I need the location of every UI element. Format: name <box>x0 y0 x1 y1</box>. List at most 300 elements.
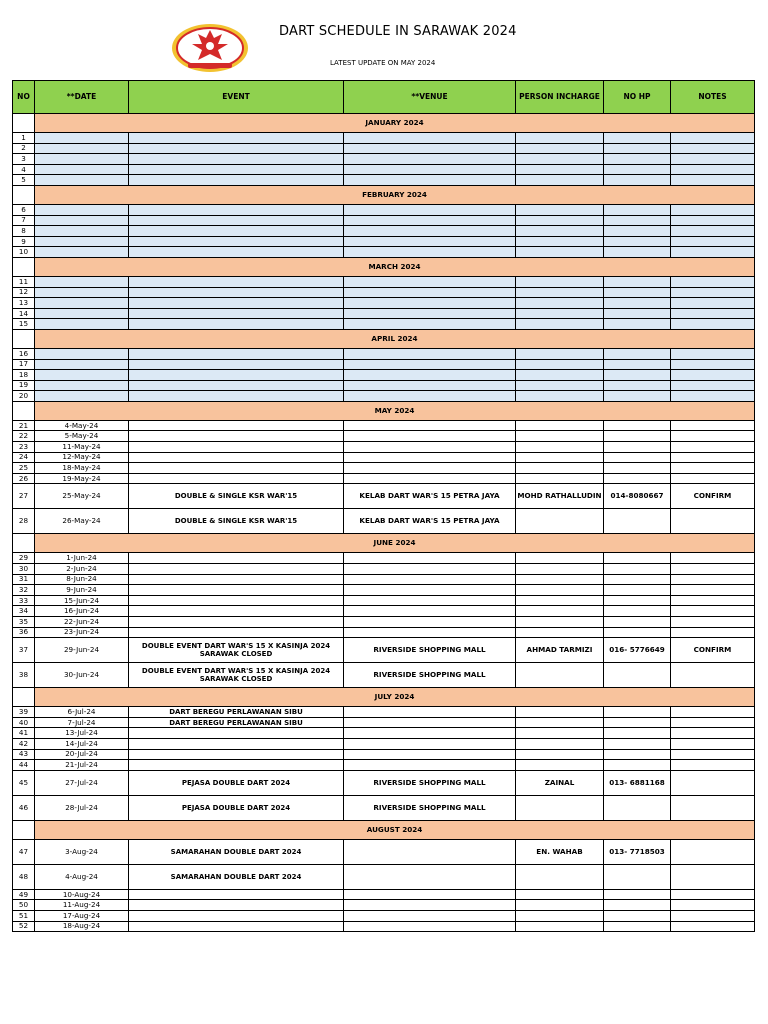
row-event <box>129 585 344 596</box>
row-person: AHMAD TARMIZI <box>516 638 604 663</box>
row-date <box>35 391 129 402</box>
row-phone <box>604 215 671 226</box>
row-event <box>129 889 344 900</box>
schedule-table <box>12 80 755 932</box>
row-person <box>516 348 604 359</box>
row-person <box>516 606 604 617</box>
table-row <box>13 707 755 718</box>
row-date: 18-May-24 <box>35 463 129 474</box>
table-row <box>13 728 755 739</box>
row-notes <box>671 900 755 911</box>
row-number: 34 <box>13 606 35 617</box>
table-row <box>13 595 755 606</box>
row-date: 11-May-24 <box>35 442 129 453</box>
row-phone <box>604 319 671 330</box>
row-venue <box>344 359 516 370</box>
row-date: 21-Jul-24 <box>35 760 129 771</box>
row-date: 27-Jul-24 <box>35 770 129 795</box>
row-phone: 014-8080667 <box>604 484 671 509</box>
table-row <box>13 617 755 628</box>
row-date <box>35 247 129 258</box>
row-person <box>516 717 604 728</box>
row-venue <box>344 585 516 596</box>
row-phone <box>604 164 671 175</box>
row-date: 14-Jul-24 <box>35 738 129 749</box>
row-number: 37 <box>13 638 35 663</box>
row-number: 23 <box>13 442 35 453</box>
row-date <box>35 370 129 381</box>
row-number: 9 <box>13 236 35 247</box>
row-event: PEJASA DOUBLE DART 2024 <box>129 770 344 795</box>
month-header-blank-cell <box>13 534 35 553</box>
row-phone <box>604 760 671 771</box>
row-venue <box>344 707 516 718</box>
row-event <box>129 452 344 463</box>
row-date: 23-Jun-24 <box>35 627 129 638</box>
row-event: DOUBLE EVENT DART WAR'S 15 X KASINJA 2024 SARAWAK CLOSED <box>129 663 344 688</box>
table-row <box>13 864 755 889</box>
row-event <box>129 226 344 237</box>
column-header-venue: **VENUE <box>344 81 516 114</box>
row-venue <box>344 298 516 309</box>
row-event <box>129 574 344 585</box>
row-date <box>35 226 129 237</box>
row-phone <box>604 795 671 820</box>
row-person <box>516 215 604 226</box>
row-date <box>35 319 129 330</box>
row-notes <box>671 509 755 534</box>
row-phone <box>604 574 671 585</box>
table-row <box>13 452 755 463</box>
row-number: 3 <box>13 154 35 165</box>
row-notes <box>671 564 755 575</box>
row-date: 30-Jun-24 <box>35 663 129 688</box>
row-number: 33 <box>13 595 35 606</box>
row-number: 35 <box>13 617 35 628</box>
row-notes: CONFIRM <box>671 484 755 509</box>
row-event <box>129 606 344 617</box>
row-notes <box>671 215 755 226</box>
row-phone <box>604 707 671 718</box>
row-person <box>516 728 604 739</box>
row-event <box>129 370 344 381</box>
row-person <box>516 749 604 760</box>
table-row <box>13 484 755 509</box>
row-event <box>129 553 344 564</box>
row-phone: 013- 6881168 <box>604 770 671 795</box>
row-venue <box>344 749 516 760</box>
row-event <box>129 276 344 287</box>
row-venue <box>344 864 516 889</box>
row-number: 47 <box>13 839 35 864</box>
row-event <box>129 738 344 749</box>
row-notes <box>671 154 755 165</box>
row-venue <box>344 463 516 474</box>
row-phone <box>604 276 671 287</box>
table-row <box>13 564 755 575</box>
row-person <box>516 509 604 534</box>
row-phone <box>604 595 671 606</box>
row-notes <box>671 795 755 820</box>
table-row <box>13 420 755 431</box>
row-event <box>129 380 344 391</box>
row-person <box>516 175 604 186</box>
row-event <box>129 749 344 760</box>
row-venue <box>344 431 516 442</box>
row-phone <box>604 717 671 728</box>
row-event <box>129 143 344 154</box>
row-phone <box>604 236 671 247</box>
table-row <box>13 276 755 287</box>
row-event <box>129 463 344 474</box>
month-label: JANUARY 2024 <box>35 114 755 133</box>
row-venue <box>344 564 516 575</box>
row-person <box>516 204 604 215</box>
table-row <box>13 226 755 237</box>
row-number: 18 <box>13 370 35 381</box>
row-notes <box>671 473 755 484</box>
row-notes <box>671 574 755 585</box>
table-row <box>13 287 755 298</box>
row-date: 3-Aug-24 <box>35 839 129 864</box>
row-number: 50 <box>13 900 35 911</box>
row-venue <box>344 175 516 186</box>
row-venue <box>344 606 516 617</box>
row-person <box>516 308 604 319</box>
row-person <box>516 795 604 820</box>
row-person <box>516 910 604 921</box>
row-number: 24 <box>13 452 35 463</box>
row-date <box>35 204 129 215</box>
row-person <box>516 473 604 484</box>
row-notes <box>671 319 755 330</box>
row-notes <box>671 143 755 154</box>
row-event <box>129 627 344 638</box>
row-notes <box>671 760 755 771</box>
row-phone <box>604 509 671 534</box>
row-person <box>516 595 604 606</box>
table-row <box>13 717 755 728</box>
row-event <box>129 760 344 771</box>
row-phone <box>604 247 671 258</box>
row-person: ZAINAL <box>516 770 604 795</box>
row-notes <box>671 889 755 900</box>
table-row <box>13 638 755 663</box>
row-notes <box>671 553 755 564</box>
row-venue <box>344 738 516 749</box>
row-notes <box>671 606 755 617</box>
row-venue <box>344 391 516 402</box>
row-phone <box>604 900 671 911</box>
row-phone <box>604 663 671 688</box>
row-phone <box>604 348 671 359</box>
row-notes: CONFIRM <box>671 638 755 663</box>
row-date: 2-Jun-24 <box>35 564 129 575</box>
row-notes <box>671 738 755 749</box>
row-date <box>35 143 129 154</box>
row-event: SAMARAHAN DOUBLE DART 2024 <box>129 864 344 889</box>
row-number: 8 <box>13 226 35 237</box>
table-row <box>13 900 755 911</box>
table-row <box>13 154 755 165</box>
row-event: DOUBLE EVENT DART WAR'S 15 X KASINJA 2024 SARAWAK CLOSED <box>129 638 344 663</box>
row-venue <box>344 247 516 258</box>
table-row <box>13 889 755 900</box>
row-number: 2 <box>13 143 35 154</box>
row-notes <box>671 663 755 688</box>
row-notes <box>671 707 755 718</box>
row-venue <box>344 442 516 453</box>
row-venue <box>344 370 516 381</box>
row-number: 17 <box>13 359 35 370</box>
row-phone <box>604 585 671 596</box>
month-header-blank-cell <box>13 820 35 839</box>
row-number: 15 <box>13 319 35 330</box>
row-event: DART BEREGU PERLAWANAN SIBU <box>129 717 344 728</box>
row-venue <box>344 553 516 564</box>
row-phone: 013- 7718503 <box>604 839 671 864</box>
row-number: 41 <box>13 728 35 739</box>
row-person <box>516 553 604 564</box>
row-date: 9-Jun-24 <box>35 585 129 596</box>
row-venue <box>344 889 516 900</box>
row-event <box>129 359 344 370</box>
row-phone <box>604 308 671 319</box>
row-number: 44 <box>13 760 35 771</box>
row-venue <box>344 380 516 391</box>
row-event <box>129 247 344 258</box>
header-row <box>13 81 755 114</box>
month-header-row <box>13 257 755 276</box>
row-number: 36 <box>13 627 35 638</box>
row-phone <box>604 204 671 215</box>
row-event <box>129 164 344 175</box>
row-person <box>516 287 604 298</box>
row-person <box>516 226 604 237</box>
column-header-phone: NO HP <box>604 81 671 114</box>
row-event <box>129 204 344 215</box>
row-notes <box>671 175 755 186</box>
table-row <box>13 164 755 175</box>
row-venue <box>344 215 516 226</box>
month-header-row <box>13 329 755 348</box>
table-row <box>13 921 755 932</box>
row-event <box>129 215 344 226</box>
row-number: 4 <box>13 164 35 175</box>
month-header-row <box>13 185 755 204</box>
row-person <box>516 442 604 453</box>
row-event <box>129 617 344 628</box>
row-notes <box>671 442 755 453</box>
row-date: 15-Jun-24 <box>35 595 129 606</box>
row-person <box>516 663 604 688</box>
row-event <box>129 728 344 739</box>
row-event <box>129 431 344 442</box>
row-notes <box>671 585 755 596</box>
row-number: 31 <box>13 574 35 585</box>
row-phone <box>604 463 671 474</box>
row-number: 49 <box>13 889 35 900</box>
row-notes <box>671 308 755 319</box>
row-date: 29-Jun-24 <box>35 638 129 663</box>
row-venue <box>344 143 516 154</box>
row-venue: RIVERSIDE SHOPPING MALL <box>344 638 516 663</box>
row-phone <box>604 143 671 154</box>
month-header-row <box>13 688 755 707</box>
row-date: 1-Jun-24 <box>35 553 129 564</box>
row-person <box>516 420 604 431</box>
row-number: 48 <box>13 864 35 889</box>
month-header-blank-cell <box>13 114 35 133</box>
row-person <box>516 359 604 370</box>
month-header-blank-cell <box>13 257 35 276</box>
row-number: 43 <box>13 749 35 760</box>
row-venue: RIVERSIDE SHOPPING MALL <box>344 795 516 820</box>
row-date: 11-Aug-24 <box>35 900 129 911</box>
row-date <box>35 133 129 144</box>
table-row <box>13 585 755 596</box>
row-phone <box>604 287 671 298</box>
column-header-date: **DATE <box>35 81 129 114</box>
row-notes <box>671 617 755 628</box>
row-date: 17-Aug-24 <box>35 910 129 921</box>
row-notes <box>671 380 755 391</box>
row-event <box>129 319 344 330</box>
month-header-blank-cell <box>13 329 35 348</box>
row-date: 8-Jun-24 <box>35 574 129 585</box>
table-row <box>13 663 755 688</box>
column-header-person: PERSON INCHARGE <box>516 81 604 114</box>
month-header-blank-cell <box>13 688 35 707</box>
row-venue <box>344 473 516 484</box>
row-venue <box>344 717 516 728</box>
row-number: 38 <box>13 663 35 688</box>
table-row <box>13 738 755 749</box>
row-date: 18-Aug-24 <box>35 921 129 932</box>
row-phone <box>604 154 671 165</box>
row-notes <box>671 910 755 921</box>
row-event <box>129 473 344 484</box>
month-label: APRIL 2024 <box>35 329 755 348</box>
row-venue <box>344 204 516 215</box>
table-row <box>13 574 755 585</box>
row-phone <box>604 564 671 575</box>
table-row <box>13 380 755 391</box>
row-notes <box>671 717 755 728</box>
row-venue <box>344 348 516 359</box>
table-row <box>13 391 755 402</box>
row-event <box>129 348 344 359</box>
row-person <box>516 154 604 165</box>
row-date: 13-Jul-24 <box>35 728 129 739</box>
row-person <box>516 236 604 247</box>
row-person <box>516 900 604 911</box>
row-date: 7-Jul-24 <box>35 717 129 728</box>
row-phone <box>604 921 671 932</box>
month-label: AUGUST 2024 <box>35 820 755 839</box>
row-phone: 016- 5776649 <box>604 638 671 663</box>
row-event <box>129 308 344 319</box>
row-phone <box>604 749 671 760</box>
row-event: DOUBLE & SINGLE KSR WAR'15 <box>129 484 344 509</box>
row-phone <box>604 175 671 186</box>
row-date <box>35 215 129 226</box>
row-event: DART BEREGU PERLAWANAN SIBU <box>129 707 344 718</box>
table-row <box>13 839 755 864</box>
row-person <box>516 574 604 585</box>
row-phone <box>604 391 671 402</box>
row-notes <box>671 627 755 638</box>
row-venue <box>344 921 516 932</box>
row-venue: KELAB DART WAR'S 15 PETRA JAYA <box>344 509 516 534</box>
row-notes <box>671 463 755 474</box>
row-number: 32 <box>13 585 35 596</box>
row-phone <box>604 617 671 628</box>
row-event <box>129 236 344 247</box>
row-notes <box>671 921 755 932</box>
row-date <box>35 164 129 175</box>
row-date: 19-May-24 <box>35 473 129 484</box>
row-date: 20-Jul-24 <box>35 749 129 760</box>
row-number: 1 <box>13 133 35 144</box>
row-notes <box>671 839 755 864</box>
row-venue <box>344 452 516 463</box>
row-number: 14 <box>13 308 35 319</box>
row-event <box>129 595 344 606</box>
row-person <box>516 370 604 381</box>
row-event <box>129 921 344 932</box>
row-venue: RIVERSIDE SHOPPING MALL <box>344 663 516 688</box>
row-number: 13 <box>13 298 35 309</box>
row-person <box>516 380 604 391</box>
row-venue <box>344 133 516 144</box>
row-person <box>516 452 604 463</box>
row-phone <box>604 442 671 453</box>
row-number: 42 <box>13 738 35 749</box>
row-notes <box>671 370 755 381</box>
row-notes <box>671 431 755 442</box>
row-date <box>35 276 129 287</box>
row-date <box>35 154 129 165</box>
row-notes <box>671 276 755 287</box>
row-notes <box>671 247 755 258</box>
row-number: 16 <box>13 348 35 359</box>
row-event <box>129 175 344 186</box>
row-venue <box>344 839 516 864</box>
page-title: DART SCHEDULE IN SARAWAK 2024 <box>279 24 517 39</box>
row-phone <box>604 889 671 900</box>
row-phone <box>604 738 671 749</box>
row-number: 11 <box>13 276 35 287</box>
row-date: 26-May-24 <box>35 509 129 534</box>
row-person <box>516 627 604 638</box>
row-person <box>516 463 604 474</box>
table-row <box>13 770 755 795</box>
schedule-body <box>13 114 755 932</box>
row-number: 21 <box>13 420 35 431</box>
row-phone <box>604 864 671 889</box>
table-row <box>13 298 755 309</box>
row-date <box>35 298 129 309</box>
row-date: 12-May-24 <box>35 452 129 463</box>
row-person <box>516 617 604 628</box>
row-phone <box>604 133 671 144</box>
row-venue <box>344 154 516 165</box>
row-number: 52 <box>13 921 35 932</box>
row-date: 16-Jun-24 <box>35 606 129 617</box>
page-subtitle: LATEST UPDATE ON MAY 2024 <box>330 59 436 67</box>
table-row <box>13 348 755 359</box>
